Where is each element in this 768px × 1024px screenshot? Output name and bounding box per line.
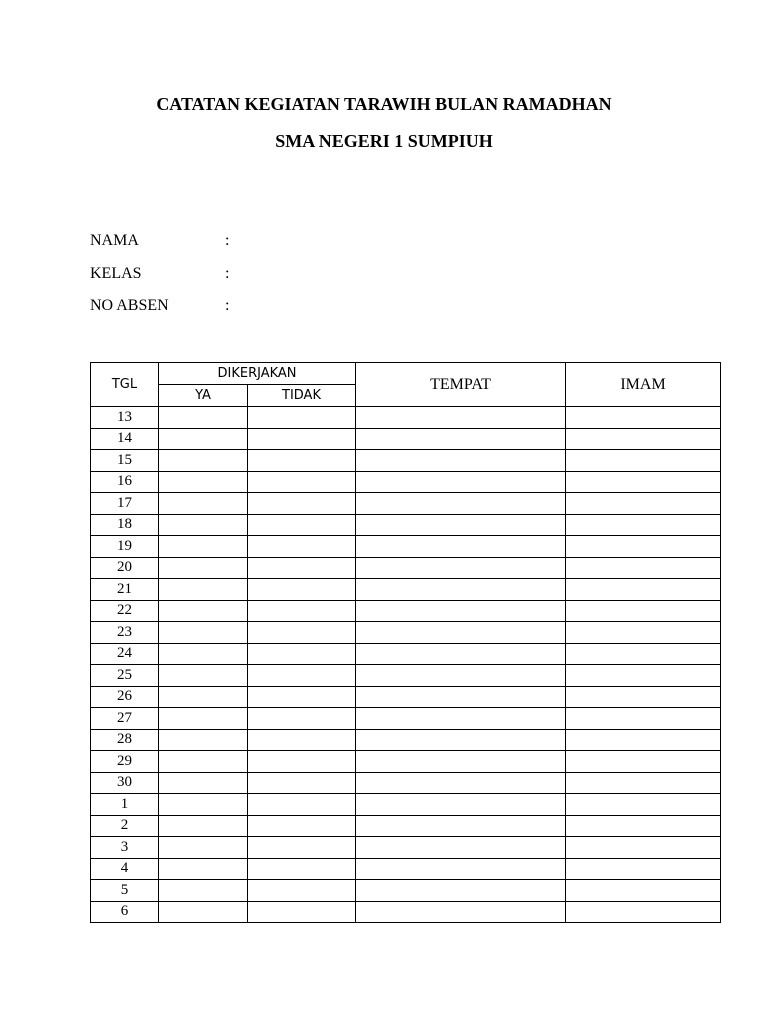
ya-cell[interactable] [159, 708, 248, 730]
tempat-cell[interactable] [356, 514, 566, 536]
date-cell: 2 [91, 815, 159, 837]
table-row [91, 901, 721, 923]
tempat-cell[interactable] [356, 622, 566, 644]
ya-cell[interactable] [159, 643, 248, 665]
table-row [91, 450, 721, 472]
imam-cell[interactable] [566, 428, 721, 450]
imam-cell[interactable] [566, 622, 721, 644]
ya-cell[interactable] [159, 622, 248, 644]
tempat-cell[interactable] [356, 643, 566, 665]
tidak-cell[interactable] [248, 815, 356, 837]
table-row [91, 407, 721, 429]
imam-cell[interactable] [566, 579, 721, 601]
header-tgl: TGL [91, 363, 159, 407]
table-row [91, 665, 721, 687]
table-row [91, 815, 721, 837]
tidak-cell[interactable] [248, 536, 356, 558]
tempat-cell[interactable] [356, 665, 566, 687]
header-tempat: TEMPAT [356, 363, 566, 407]
tidak-cell[interactable] [248, 493, 356, 515]
table-row [91, 751, 721, 773]
imam-cell[interactable] [566, 901, 721, 923]
date-cell: 15 [91, 450, 159, 472]
table-row [91, 686, 721, 708]
tidak-cell[interactable] [248, 471, 356, 493]
header-ya: YA [159, 385, 248, 407]
table-row [91, 536, 721, 558]
tidak-cell[interactable] [248, 729, 356, 751]
field-colon-kelas: : [225, 265, 230, 282]
tidak-cell[interactable] [248, 686, 356, 708]
table-row [91, 493, 721, 515]
ya-cell[interactable] [159, 686, 248, 708]
tempat-cell[interactable] [356, 686, 566, 708]
document-title: CATATAN KEGIATAN TARAWIH BULAN RAMADHAN [156, 94, 612, 114]
tempat-cell[interactable] [356, 772, 566, 794]
table-row [91, 729, 721, 751]
date-cell: 16 [91, 471, 159, 493]
table-row [91, 622, 721, 644]
tempat-cell[interactable] [356, 729, 566, 751]
tidak-cell[interactable] [248, 794, 356, 816]
tempat-cell[interactable] [356, 708, 566, 730]
tidak-cell[interactable] [248, 643, 356, 665]
header-dikerjakan: DIKERJAKAN [159, 363, 356, 385]
imam-cell[interactable] [566, 536, 721, 558]
ya-cell[interactable] [159, 557, 248, 579]
tarawih-log-table [90, 362, 721, 923]
ya-cell[interactable] [159, 772, 248, 794]
date-cell: 18 [91, 514, 159, 536]
date-cell: 27 [91, 708, 159, 730]
tidak-cell[interactable] [248, 450, 356, 472]
imam-cell[interactable] [566, 407, 721, 429]
tempat-cell[interactable] [356, 493, 566, 515]
tempat-cell[interactable] [356, 557, 566, 579]
tidak-cell[interactable] [248, 880, 356, 902]
tidak-cell[interactable] [248, 751, 356, 773]
ya-cell[interactable] [159, 493, 248, 515]
date-cell: 4 [91, 858, 159, 880]
ya-cell[interactable] [159, 751, 248, 773]
tidak-cell[interactable] [248, 665, 356, 687]
tidak-cell[interactable] [248, 557, 356, 579]
date-cell: 22 [91, 600, 159, 622]
tempat-cell[interactable] [356, 407, 566, 429]
field-label-nama: NAMA [90, 232, 139, 249]
ya-cell[interactable] [159, 428, 248, 450]
tidak-cell[interactable] [248, 428, 356, 450]
tempat-cell[interactable] [356, 450, 566, 472]
table-row [91, 471, 721, 493]
ya-cell[interactable] [159, 600, 248, 622]
imam-cell[interactable] [566, 643, 721, 665]
table-row [91, 643, 721, 665]
tidak-cell[interactable] [248, 772, 356, 794]
date-cell: 29 [91, 751, 159, 773]
imam-cell[interactable] [566, 858, 721, 880]
date-cell: 28 [91, 729, 159, 751]
imam-cell[interactable] [566, 729, 721, 751]
date-cell: 17 [91, 493, 159, 515]
ya-cell[interactable] [159, 901, 248, 923]
date-cell: 23 [91, 622, 159, 644]
table-row [91, 794, 721, 816]
date-cell: 21 [91, 579, 159, 601]
imam-cell[interactable] [566, 514, 721, 536]
table-row [91, 837, 721, 859]
date-cell: 20 [91, 557, 159, 579]
ya-cell[interactable] [159, 729, 248, 751]
tempat-cell[interactable] [356, 600, 566, 622]
field-label-no-absen: NO ABSEN [90, 297, 169, 314]
imam-cell[interactable] [566, 751, 721, 773]
header-imam: IMAM [566, 363, 721, 407]
table-row [91, 772, 721, 794]
imam-cell[interactable] [566, 686, 721, 708]
field-label-kelas: KELAS [90, 265, 142, 282]
imam-cell[interactable] [566, 557, 721, 579]
tidak-cell[interactable] [248, 901, 356, 923]
tempat-cell[interactable] [356, 471, 566, 493]
ya-cell[interactable] [159, 450, 248, 472]
ya-cell[interactable] [159, 579, 248, 601]
imam-cell[interactable] [566, 708, 721, 730]
ya-cell[interactable] [159, 407, 248, 429]
tempat-cell[interactable] [356, 837, 566, 859]
imam-cell[interactable] [566, 880, 721, 902]
tempat-cell[interactable] [356, 815, 566, 837]
imam-cell[interactable] [566, 815, 721, 837]
ya-cell[interactable] [159, 815, 248, 837]
table-row [91, 858, 721, 880]
table-row [91, 708, 721, 730]
tidak-cell[interactable] [248, 514, 356, 536]
table-body [91, 407, 721, 923]
ya-cell[interactable] [159, 665, 248, 687]
date-cell: 14 [91, 428, 159, 450]
tempat-cell[interactable] [356, 579, 566, 601]
tempat-cell[interactable] [356, 901, 566, 923]
table-row [91, 880, 721, 902]
field-colon-no-absen: : [225, 297, 230, 314]
ya-cell[interactable] [159, 471, 248, 493]
date-cell: 26 [91, 686, 159, 708]
tempat-cell[interactable] [356, 536, 566, 558]
imam-cell[interactable] [566, 471, 721, 493]
tempat-cell[interactable] [356, 880, 566, 902]
tidak-cell[interactable] [248, 858, 356, 880]
tidak-cell[interactable] [248, 407, 356, 429]
date-cell: 24 [91, 643, 159, 665]
ya-cell[interactable] [159, 837, 248, 859]
tidak-cell[interactable] [248, 579, 356, 601]
imam-cell[interactable] [566, 837, 721, 859]
imam-cell[interactable] [566, 665, 721, 687]
ya-cell[interactable] [159, 880, 248, 902]
ya-cell[interactable] [159, 536, 248, 558]
table-row [91, 600, 721, 622]
ya-cell[interactable] [159, 794, 248, 816]
date-cell: 19 [91, 536, 159, 558]
date-cell: 13 [91, 407, 159, 429]
tempat-cell[interactable] [356, 751, 566, 773]
date-cell: 3 [91, 837, 159, 859]
field-colon-nama: : [225, 232, 230, 249]
imam-cell[interactable] [566, 450, 721, 472]
imam-cell[interactable] [566, 772, 721, 794]
tempat-cell[interactable] [356, 428, 566, 450]
tidak-cell[interactable] [248, 708, 356, 730]
imam-cell[interactable] [566, 600, 721, 622]
date-cell: 5 [91, 880, 159, 902]
ya-cell[interactable] [159, 514, 248, 536]
table-row [91, 428, 721, 450]
table-row [91, 514, 721, 536]
date-cell: 30 [91, 772, 159, 794]
table-row [91, 579, 721, 601]
table-row [91, 557, 721, 579]
imam-cell[interactable] [566, 493, 721, 515]
imam-cell[interactable] [566, 794, 721, 816]
ya-cell[interactable] [159, 858, 248, 880]
header-tidak: TIDAK [248, 385, 356, 407]
date-cell: 1 [91, 794, 159, 816]
tidak-cell[interactable] [248, 622, 356, 644]
date-cell: 25 [91, 665, 159, 687]
date-cell: 6 [91, 901, 159, 923]
tempat-cell[interactable] [356, 794, 566, 816]
school-name: SMA NEGERI 1 SUMPIUH [275, 131, 493, 151]
tidak-cell[interactable] [248, 600, 356, 622]
tempat-cell[interactable] [356, 858, 566, 880]
tidak-cell[interactable] [248, 837, 356, 859]
